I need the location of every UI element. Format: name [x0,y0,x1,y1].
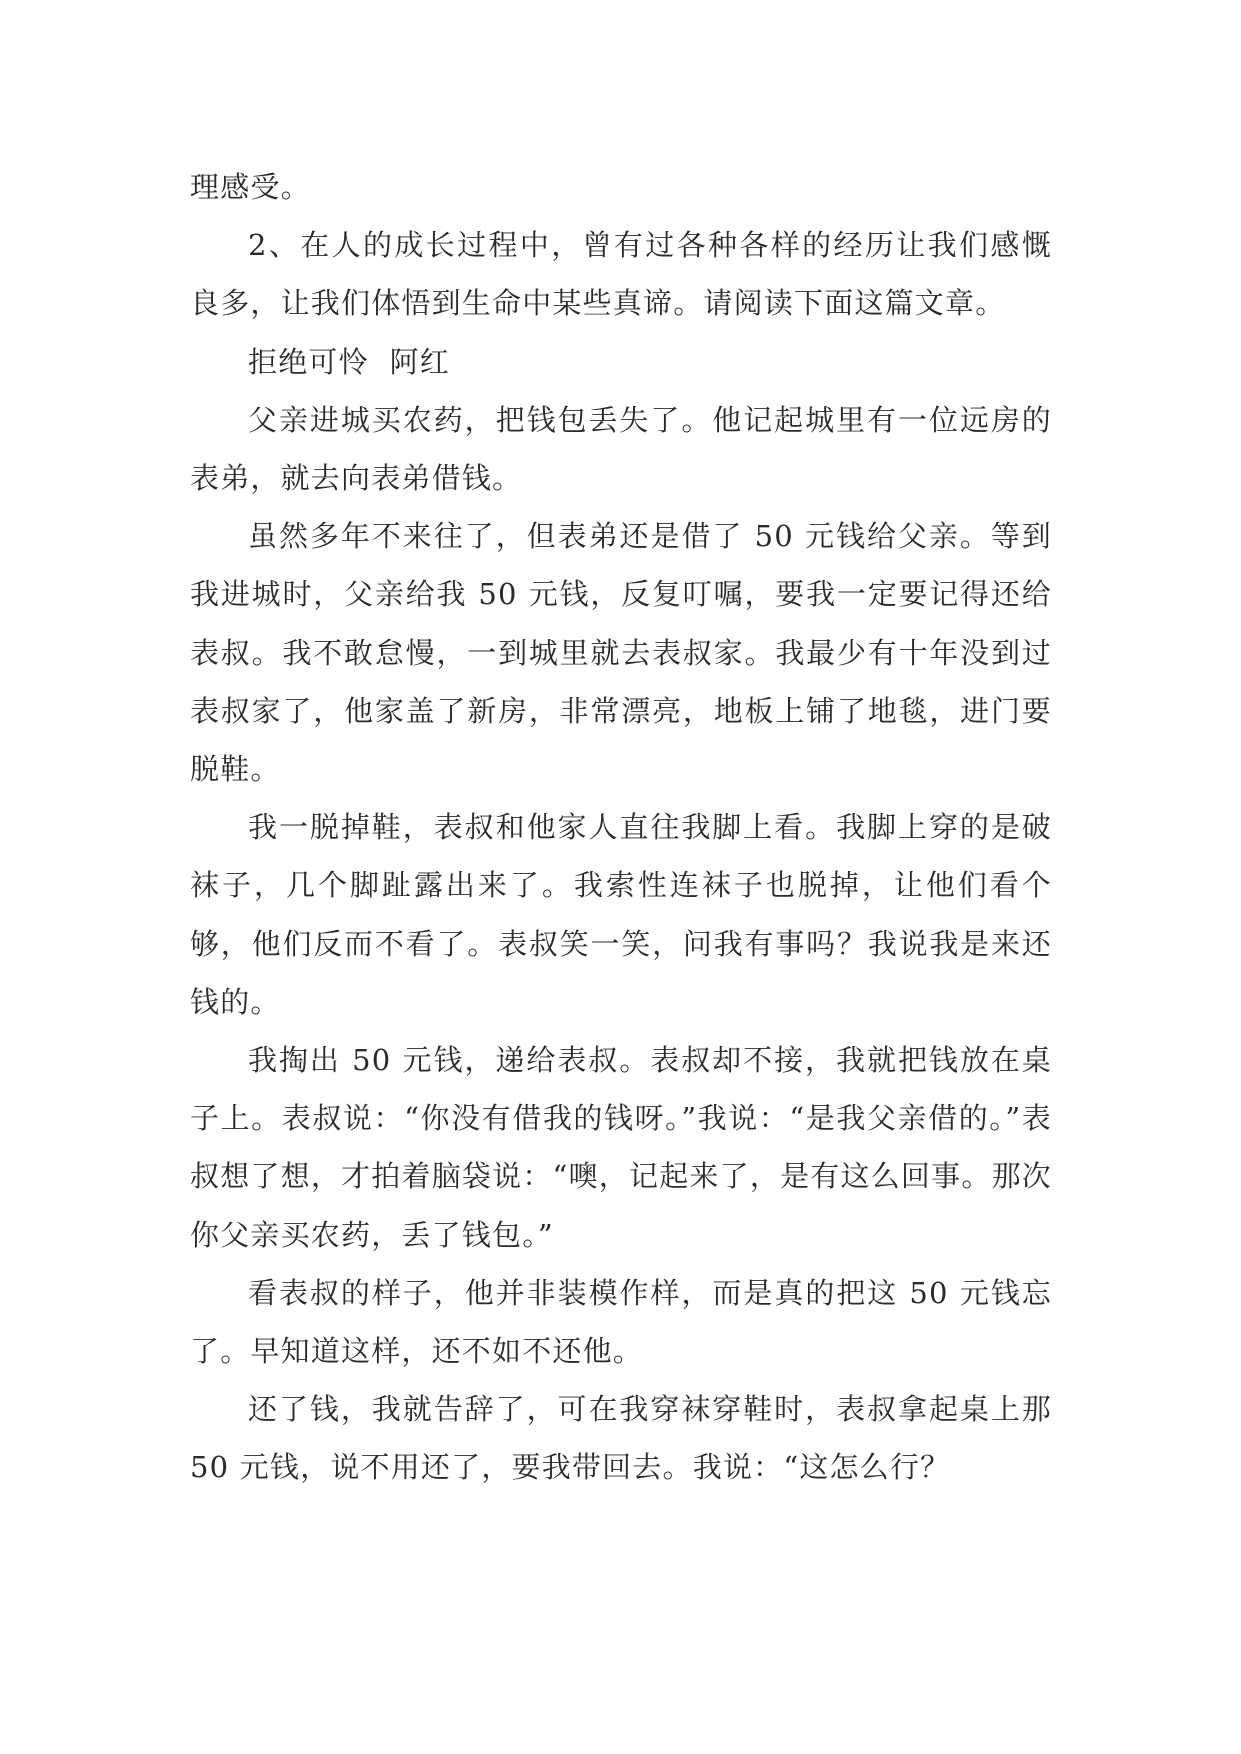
paragraph: 还了钱，我就告辞了，可在我穿袜穿鞋时，表叔拿起桌上那 50 元钱，说不用还了，要我带回去。我说：“这怎么行？ [190,1392,1052,1485]
paragraph: 虽然多年不来往了，但表弟还是借了 50 元钱给父亲。等到我进城时，父亲给我 50 元钱，反复叮嘱，要我一定要记得还给表叔。我不敢怠慢，一到城里就去表叔家。我最少有十年没到过表叔家了，他家盖了新房，非常漂亮，地板上铺了地毯，进门要脱鞋。 [190,519,1052,787]
paragraph: 我一脱掉鞋，表叔和他家人直往我脚上看。我脚上穿的是破袜子，几个脚趾露出来了。我索性连袜子也脱掉，让他们看个够，他们反而不看了。表叔笑一笑，问我有事吗？我说我是来还钱的。 [190,810,1052,1019]
paragraph: 2、在人的成长过程中，曾有过各种各样的经历让我们感慨良多，让我们体悟到生命中某些真谛。请阅读下面这篇文章。 [190,228,1052,321]
article-body [190,158,1052,1497]
paragraph: 看表叔的样子，他并非装模作样，而是真的把这 50 元钱忘了。早知道这样，还不如不还他。 [190,1275,1052,1369]
article-title: 拒绝可怜 阿红 [248,344,451,379]
paragraph: 理感受。 [190,170,311,204]
paragraph: 父亲进城买农药，把钱包丢失了。他记起城里有一位远房的表弟，就去向表弟借钱。 [190,402,1052,496]
paragraph: 我掏出 50 元钱，递给表叔。表叔却不接，我就把钱放在桌子上。表叔说：“你没有借我的钱呀。”我说：“是我父亲借的。”表叔想了想，才拍着脑袋说：“噢，记起来了，是有这么回事。那次你父亲买农药，丢了钱包。” [190,1043,1052,1252]
